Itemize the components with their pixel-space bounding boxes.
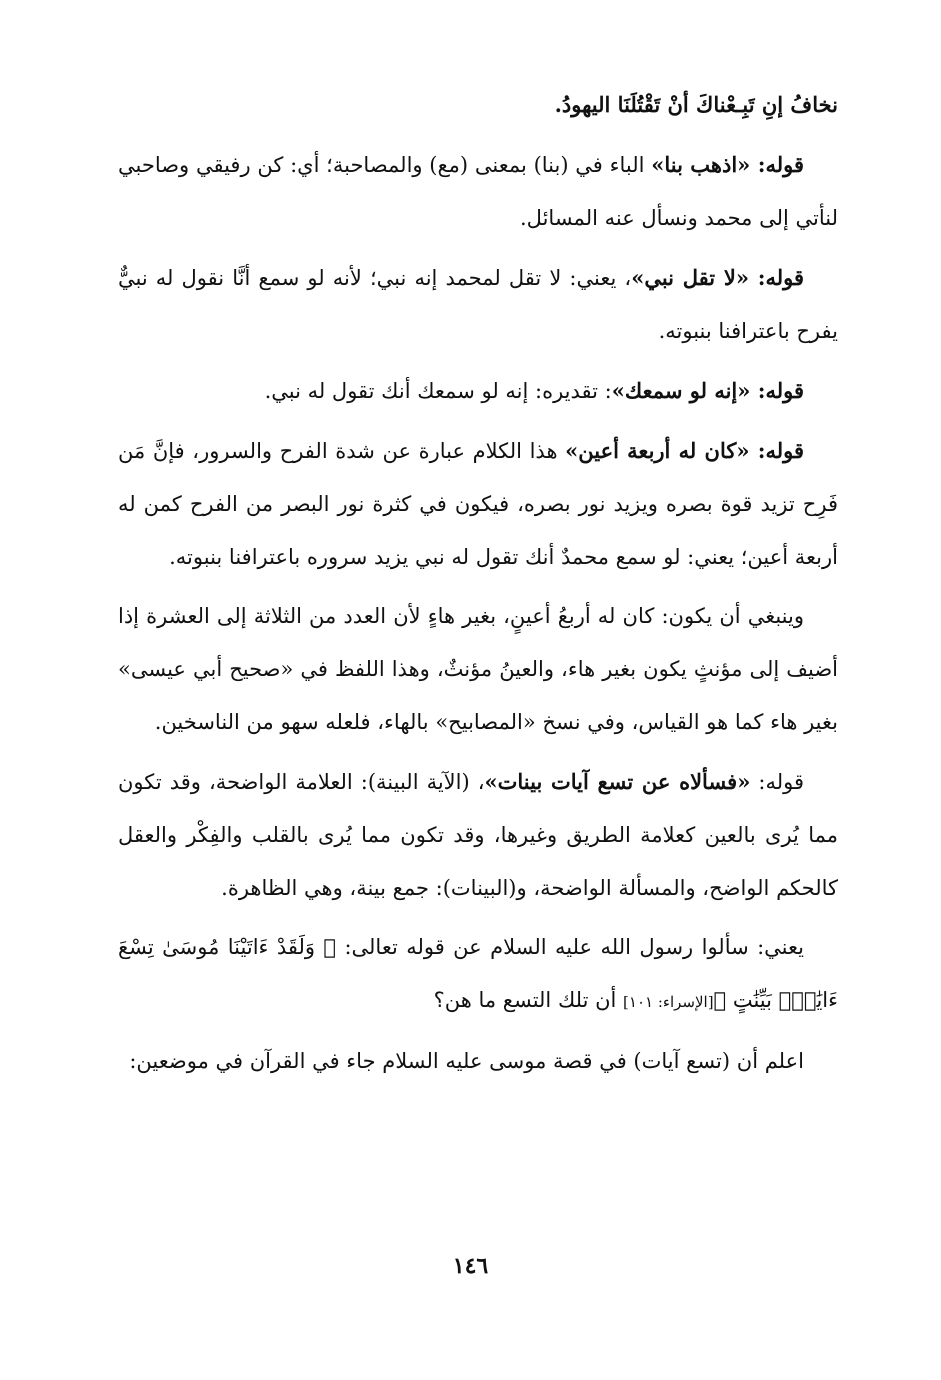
text: الباء في (بنا) بمعنى (مع) والمصاحبة؛ أي: كن رفيقي وصاحبي لنأتي إلى محمد ونسأل عنه المسائل.	[118, 153, 838, 230]
text-body	[118, 78, 838, 1094]
paragraph	[118, 755, 838, 915]
bold-text: قوله: «لا تقل نبي»	[631, 265, 804, 290]
text: أن تلك التسع ما هن؟	[433, 988, 624, 1012]
bold-text: نخافُ إنِ تَبِـعْناكَ أنْ تَقْتُلَنَا اليهودُ.	[554, 92, 838, 117]
paragraph	[118, 424, 838, 584]
paragraph	[118, 138, 838, 245]
bold-text: قوله: «كان له أربعة أعين»	[565, 438, 804, 463]
bold-text: قوله: «إنه لو سمعك»	[611, 378, 804, 403]
paragraph	[118, 590, 838, 749]
text: ، يعني: لا تقل لمحمد إنه نبي؛ لأنه لو سمع أنَّا نقول له نبيٌّ يفرح باعترافنا بنبوته.	[118, 266, 838, 343]
bold-text: «فسألاه عن تسع آيات بينات»	[484, 769, 751, 794]
text: ، (الآية البينة): العلامة الواضحة، وقد تكون مما يُرى بالعين كعلامة الطريق وغيرها، وقد تكون مما يُرى بالقلب والفِكْر والعقل كالحكم الواضح، والمسألة الواضحة، و(البينات): جمع بينة، وهي الظاهرة.	[118, 770, 838, 900]
paragraph	[118, 251, 838, 358]
text: : تقديره: إنه لو سمعك أنك تقول له نبي.	[264, 379, 612, 403]
quran-verse: يعني: سألوا رسول الله عليه السلام عن قوله تعالى: ﴿ وَلَقَدْ ءَاتَيْنَا مُوسَىٰ تِسْعَ ءَايَٰتٍۭ بَيِّنَٰتٍ ﴾	[118, 935, 838, 1012]
text: وينبغي أن يكون: كان له أربعُ أعينٍ، بغير هاءٍ لأن العدد من الثلاثة إلى العشرة إذا أضيف إلى مؤنثٍ يكون بغير هاء، والعينُ مؤنثٌ، وهذا اللفظ في «صحيح أبي عيسى» بغير هاء كما هو القياس، وفي نسخ «المصابيح» بالهاء، فلعله سهو من الناسخين.	[118, 604, 838, 734]
paragraph	[118, 1035, 838, 1088]
text: قوله:	[750, 770, 804, 794]
paragraph	[118, 364, 838, 418]
page-number: ١٤٦	[452, 1253, 489, 1279]
text: هذا الكلام عبارة عن شدة الفرح والسرور، فإنَّ مَن فَرِح تزيد قوة بصره ويزيد نور بصره، فيكون في كثرة نور البصر من الفرح كمن له أربعة أعين؛ يعني: لو سمع محمدٌ أنك تقول له نبي يزيد سروره باعترافنا بنبوته.	[118, 439, 838, 569]
text: اعلم أن (تسع آيات) في قصة موسى عليه السلام جاء في القرآن في موضعين:	[129, 1049, 804, 1073]
bold-text: قوله: «اذهب بنا»	[651, 152, 804, 177]
verse-reference: [الإسراء: ١٠١]	[623, 993, 714, 1011]
paragraph	[118, 78, 838, 132]
paragraph	[118, 921, 838, 1029]
